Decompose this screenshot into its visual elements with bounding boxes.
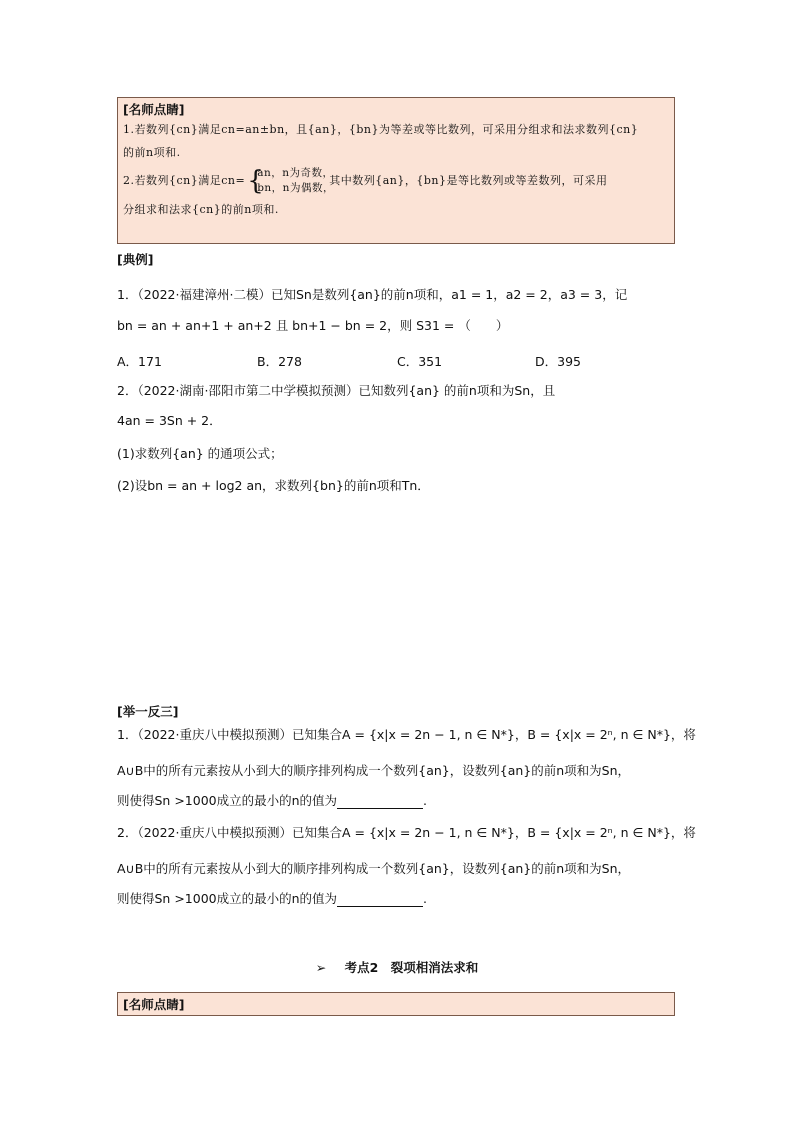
piecewise-case-2: bn，n为偶数， bbox=[257, 182, 334, 194]
practice-p1-line3: 则使得Sn >1000成立的最小的n的值为 . bbox=[117, 793, 428, 808]
tip-box bbox=[117, 97, 675, 244]
practice-p1-line3-text: 则使得Sn >1000成立的最小的n的值为 bbox=[117, 793, 338, 808]
piecewise-brace: { an，n为奇数， bn，n为偶数， bbox=[247, 166, 334, 196]
practice-p1-line1: 1．（2022·重庆八中模拟预测）已知集合A = {x|x = 2n − 1, n ∈ N*}，B = {x|x = 2ⁿ, n ∈ N*}，将 bbox=[117, 727, 696, 742]
example-q2-part2: (2)设bn = an + log2 an，求数列{bn}的前n项和Tn． bbox=[117, 478, 430, 493]
practice-p2-line3: 则使得Sn >1000成立的最小的n的值为 . bbox=[117, 891, 428, 906]
piecewise-case-1: an，n为奇数， bbox=[257, 167, 334, 179]
section-title: 考点2 裂项相消法求和 bbox=[344, 960, 479, 975]
tip-line-3-post: 其中数列{an}，{bn}是等比数列或等差数列，可采用 bbox=[329, 174, 608, 187]
option-d: D．395 bbox=[535, 354, 581, 369]
tip-line-4: 分组求和法求{cn}的前n项和. bbox=[123, 203, 279, 216]
practice-heading: [举一反三] bbox=[117, 704, 179, 719]
tip-line-3 bbox=[123, 164, 669, 198]
practice-p2-line3-text: 则使得Sn >1000成立的最小的n的值为 bbox=[117, 891, 338, 906]
answer-blank bbox=[337, 894, 423, 907]
option-a: A．171 bbox=[117, 354, 162, 369]
tip-box-2 bbox=[117, 992, 675, 1016]
option-c: C．351 bbox=[397, 354, 443, 369]
example-heading: [典例] bbox=[117, 252, 154, 267]
example-q1-line1: 1．（2022·福建漳州·二模）已知Sn是数列{an}的前n项和，a1 = 1，a2 = 2，a3 = 3，记 bbox=[117, 287, 628, 302]
tip-title-2: [名师点睛] bbox=[123, 997, 185, 1012]
practice-p2-line2: A∪B中的所有元素按从小到大的顺序排列构成一个数列{an}，设数列{an}的前n项和为Sn， bbox=[117, 861, 631, 876]
practice-p2-line1: 2．（2022·重庆八中模拟预测）已知集合A = {x|x = 2n − 1, n ∈ N*}，B = {x|x = 2ⁿ, n ∈ N*}，将 bbox=[117, 825, 696, 840]
example-q2-line1: 2．（2022·湖南·邵阳市第二中学模拟预测）已知数列{an} 的前n项和为Sn，且 bbox=[117, 383, 556, 398]
tip-line-3-pre: 2.若数列{cn}满足cn= bbox=[123, 174, 246, 187]
section-heading bbox=[0, 958, 794, 976]
arrow-bullet-icon: ➢ bbox=[315, 960, 327, 975]
example-q2-part1: (1)求数列{an} 的通项公式； bbox=[117, 446, 283, 461]
example-q2-line2: 4an = 3Sn + 2． bbox=[117, 413, 222, 428]
tip-line-2: 的前n项和. bbox=[123, 146, 181, 159]
answer-blank bbox=[337, 796, 423, 809]
tip-line-1: 1.若数列{cn}满足cn=an±bn，且{an}，{bn}为等差或等比数列，可采用分组求和法求数列{cn} bbox=[123, 123, 639, 136]
option-b: B．278 bbox=[257, 354, 302, 369]
practice-p1-line2: A∪B中的所有元素按从小到大的顺序排列构成一个数列{an}，设数列{an}的前n项和为Sn， bbox=[117, 763, 631, 778]
tip-title: [名师点睛] bbox=[123, 102, 185, 117]
example-q1-line2: bn = an + an+1 + an+2 且 bn+1 − bn = 2，则 S31 = （ ） bbox=[117, 318, 509, 333]
